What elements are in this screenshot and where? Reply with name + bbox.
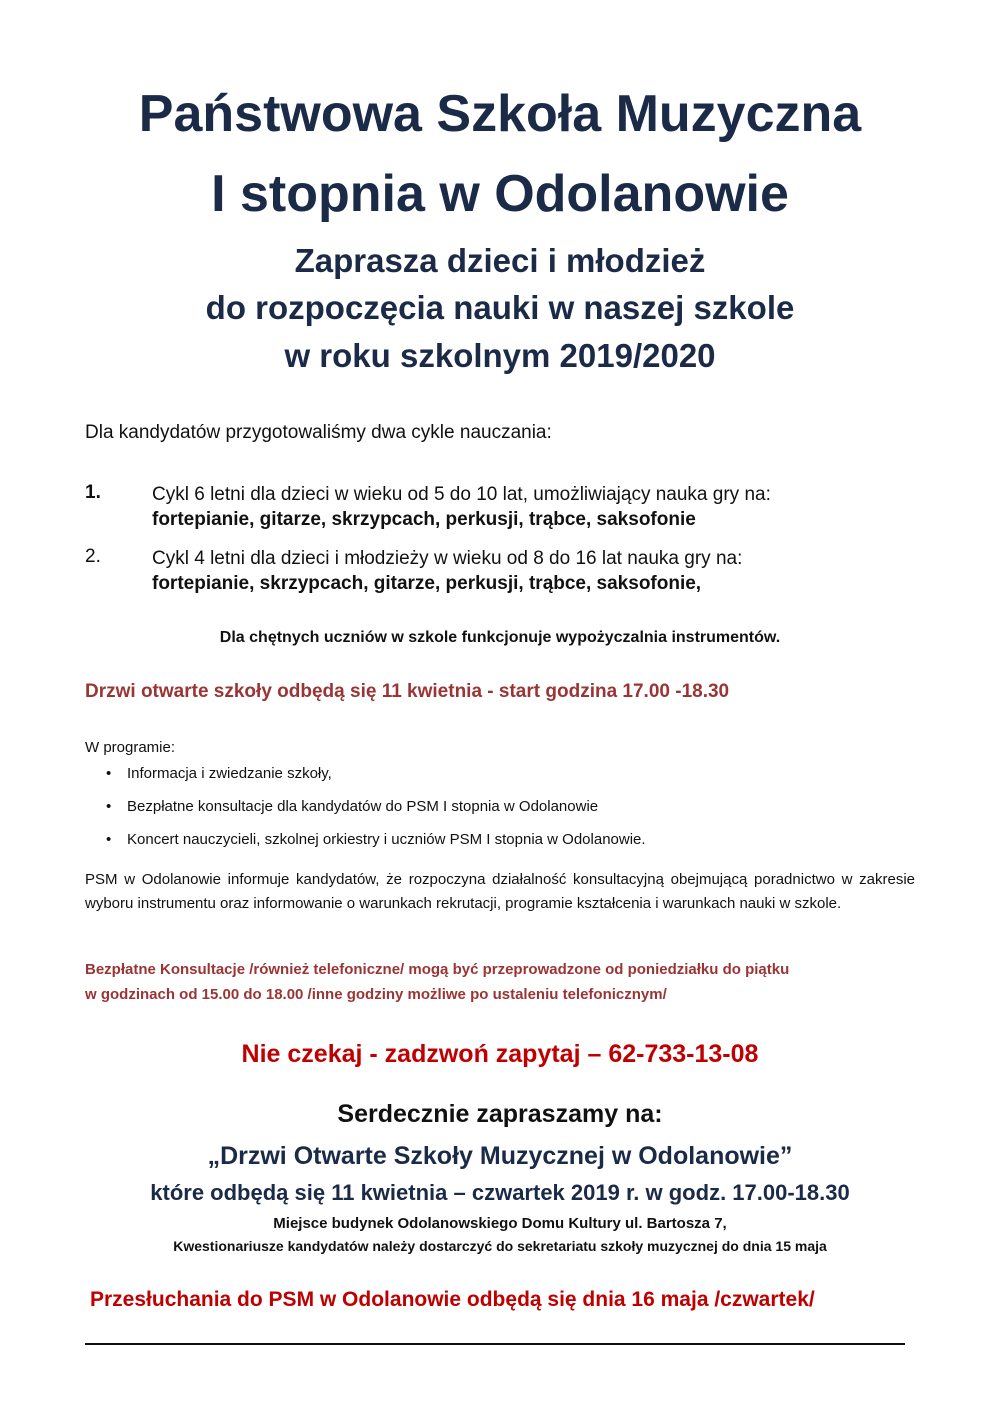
info-paragraph: PSM w Odolanowie informuje kandydatów, że rozpoczyna działalność konsultacyjną obejmującą poradnictwo w zakresie wyboru instrumentu oraz informowanie o warunkach rekrutacji, programie kształcenia i warunkach nauki w szkole. (85, 871, 915, 912)
bullet-icon: • (106, 798, 112, 815)
invitation-location: Miejsce budynek Odolanowskiego Domu Kultury ul. Bartosza 7, (273, 1215, 727, 1232)
list-item: • Koncert nauczycieli, szkolnej orkiestry i uczniów PSM I stopnia w Odolanowie. (106, 826, 646, 859)
divider (85, 1343, 905, 1345)
program-label: W programie: (85, 739, 176, 756)
page-title-line-2: I stopnia w Odolanowie (211, 165, 789, 223)
consultation-line-2: w godzinach od 15.00 do 18.00 /inne godziny możliwe po ustaleniu telefonicznym/ (85, 986, 667, 1003)
instrument-rental-note: Dla chętnych uczniów w szkole funkcjonuje wypożyczalnia instrumentów. (219, 629, 781, 646)
open-day-announcement: Drzwi otwarte szkoły odbędą się 11 kwietnia - start godzina 17.00 -18.30 (85, 681, 730, 702)
page-title-line-1: Państwowa Szkoła Muzyczna (138, 85, 862, 143)
cycle-number: 1. (85, 482, 101, 503)
list-item: • Informacja i zwiedzanie szkoły, (106, 760, 646, 793)
subtitle-line-3: w roku szkolnym 2019/2020 (284, 337, 716, 374)
bullet-icon: • (106, 831, 112, 848)
subtitle-line-2: do rozpoczęcia nauki w naszej szkole (205, 289, 795, 326)
consultation-line-1: Bezpłatne Konsultacje /również telefoniczne/ mogą być przeprowadzone od poniedziałku do piątku (85, 961, 790, 978)
invitation-date: które odbędą się 11 kwietnia – czwartek 2019 r. w godz. 17.00-18.30 (150, 1180, 850, 1205)
subtitle-line-1: Zaprasza dzieci i młodzież (294, 242, 706, 279)
intro-text: Dla kandydatów przygotowaliśmy dwa cykle nauczania: (85, 422, 552, 443)
invitation-questionnaire-note: Kwestionariusze kandydatów należy dostarczyć do sekretariatu szkoły muzycznej do dnia 15 maja (173, 1238, 827, 1254)
cycle-instruments: fortepianie, gitarze, skrzypcach, perkusji, trąbce, saksofonie (152, 509, 696, 530)
cycle-number: 2. (85, 546, 101, 567)
auditions-announcement: Przesłuchania do PSM w Odolanowie odbędą się dnia 16 maja /czwartek/ (90, 1288, 815, 1311)
invitation-event-name: „Drzwi Otwarte Szkoły Muzycznej w Odolanowie” (207, 1142, 793, 1170)
cycle-description: Cykl 4 letni dla dzieci i młodzieży w wieku od 8 do 16 lat nauka gry na: (152, 548, 743, 569)
call-to-action-phone: Nie czekaj - zadzwoń zapytaj – 62-733-13-08 (241, 1040, 759, 1068)
cycle-instruments: fortepianie, skrzypcach, gitarze, perkusji, trąbce, saksofonie, (152, 573, 702, 594)
program-list (106, 760, 646, 859)
bullet-icon: • (106, 765, 112, 782)
invitation-heading: Serdecznie zapraszamy na: (337, 1100, 663, 1128)
cycle-description: Cykl 6 letni dla dzieci w wieku od 5 do 10 lat, umożliwiający nauka gry na: (152, 484, 771, 505)
list-item: • Bezpłatne konsultacje dla kandydatów do PSM I stopnia w Odolanowie (106, 793, 646, 826)
